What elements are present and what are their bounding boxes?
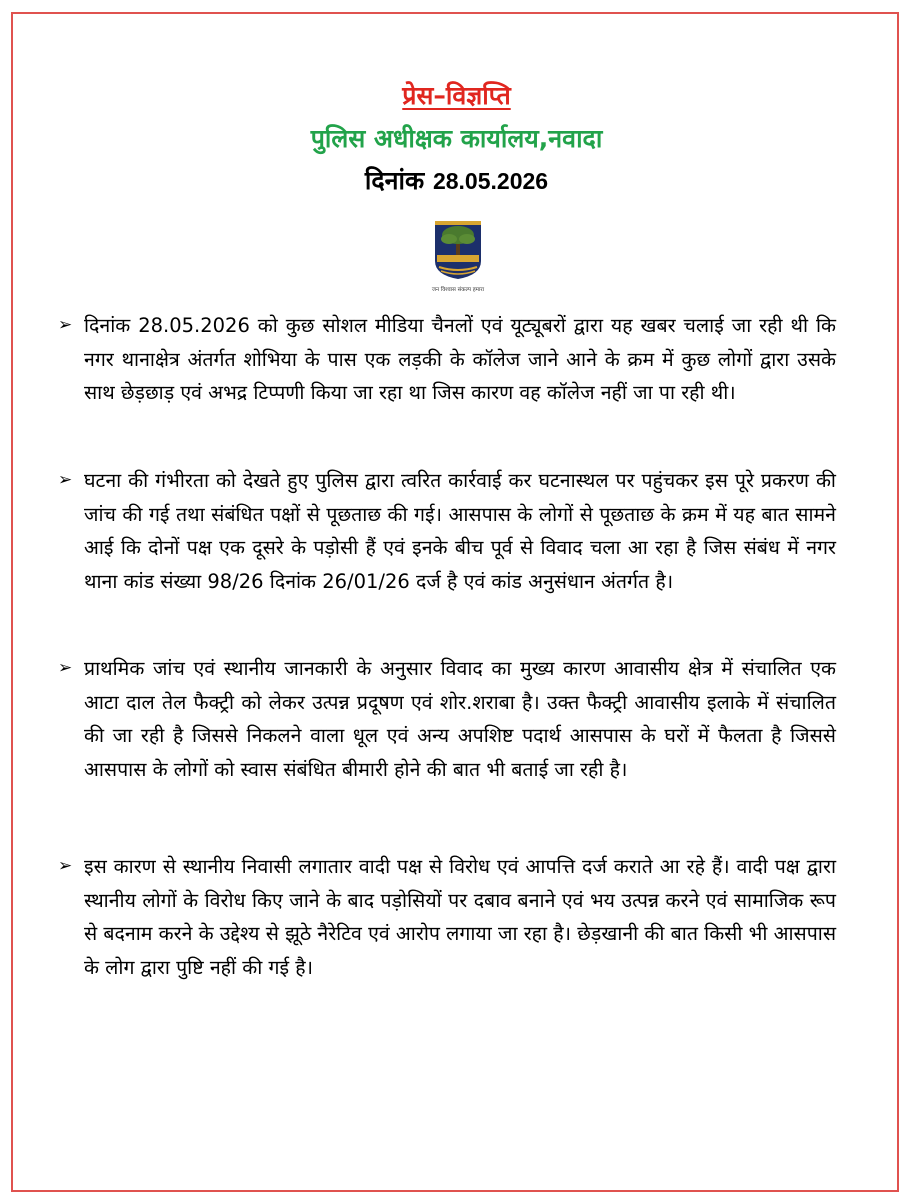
paragraph-3: [58, 652, 836, 786]
paragraph-text: इस कारण से स्थानीय निवासी लगातार वादी पक्ष से विरोध एवं आपत्ति दर्ज कराते आ रहे हैं। वादी पक्ष द्वारा स्थानीय लोगों के विरोध किए जाने के बाद पड़ोसियों पर दबाव बनाने एवं भय उत्पन्न करने एवं सामाजिक रूप से बदनाम करने के उद्देश्य से झूठे नैरेटिव एवं आरोप लगाया जा रहा है। छेड़खानी की बात किसी भी आसपास के लोग द्वारा पुष्टि नहीं की गई है।: [84, 855, 837, 979]
arrow-bullet-icon: ➢: [58, 470, 73, 490]
release-date: दिनांक 28.05.2026: [364, 166, 549, 195]
arrow-bullet-icon: ➢: [58, 856, 73, 876]
press-release-title: प्रेस–विज्ञप्ति: [402, 81, 511, 110]
paragraph-text: दिनांक 28.05.2026 को कुछ सोशल मीडिया चैनलों एवं यूट्यूबरों द्वारा यह खबर चलाई जा रही थी कि नगर थानाक्षेत्र अंतर्गत शोभिया के पास एक लड़की के कॉलेज जाने आने के क्रम में कुछ लोगों द्वारा उसके साथ छेड़छाड़ एवं अभद्र टिप्पणी किया जा रहा था जिस कारण वह कॉलेज नहीं जा पा रही थी।: [84, 314, 836, 404]
arrow-bullet-icon: ➢: [58, 658, 73, 678]
bihar-police-emblem-icon: [413, 217, 503, 297]
paragraph-1: [58, 309, 836, 410]
arrow-bullet-icon: ➢: [58, 315, 73, 335]
paragraph-text: प्राथमिक जांच एवं स्थानीय जानकारी के अनुसार विवाद का मुख्य कारण आवासीय क्षेत्र में संचालित एक आटा दाल तेल फैक्ट्री को लेकर उत्पन्न प्रदूषण एवं शोर.शराबा है। उक्त फैक्ट्री आवासीय इलाके में संचालित की जा रही है जिससे निकलने वाला धूल एवं अन्य अपशिष्ट पदार्थ आसपास के घरों में फैलता है जिससे आसपास के लोगों को स्वास संबंधित बीमारी होने की बात भी बताई जा रही है।: [84, 657, 836, 781]
paragraph-4: [58, 850, 837, 984]
paragraph-2: [58, 464, 836, 598]
paragraph-text: घटना की गंभीरता को देखते हुए पुलिस द्वारा त्वरित कार्रवाई कर घटनास्थल पर पहुंचकर इस पूरे प्रकरण की जांच की गई तथा संबंधित पक्षों से पूछताछ की गई। आसपास के लोगों से पूछताछ के क्रम में यह बात सामने आई कि दोनों पक्ष एक दूसरे के पड़ोसी हैं एवं इनके बीच पूर्व से विवाद चला आ रहा है जिस संबंध में नगर थाना कांड संख्या 98/26 दिनांक 26/01/26 दर्ज है एवं कांड अनुसंधान अंतर्गत है।: [84, 469, 836, 593]
office-name: पुलिस अधीक्षक कार्यालय,नवादा: [310, 124, 603, 153]
emblem-motto: जन विश्वास संकल्प हमारा: [431, 287, 485, 293]
